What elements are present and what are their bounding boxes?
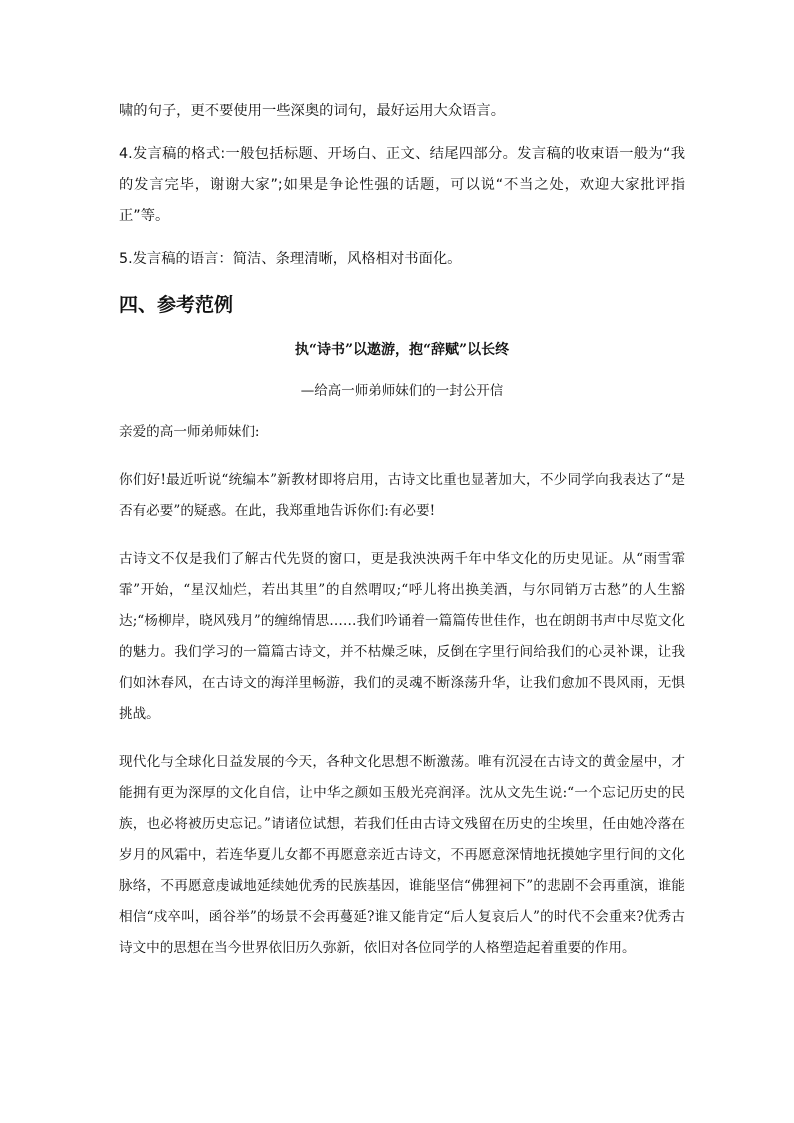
- example-salutation: 亲爱的高一师弟师妹们:: [119, 424, 260, 440]
- document-page: [119, 96, 685, 964]
- section-heading: 四、参考范例: [119, 294, 234, 316]
- intro-tail-text: 啸的句子，更不要使用一些深奥的词句，最好运用大众语言。: [119, 103, 506, 119]
- example-subtitle: —给高一师弟师妹们的一封公开信: [300, 383, 504, 399]
- example-title: 执“诗书”以遨游，抱“辞赋”以长终: [294, 342, 510, 358]
- example-paragraph: 古诗文不仅是我们了解古代先贤的窗口，更是我泱泱两千年中华文化的历史见证。从“雨雪霏霏”开始，“星汉灿烂，若出其里”的自然喟叹;“呼儿将出换美酒，与尔同销万古愁”的人生豁达;“杨柳岸，晓风残月”的缠绵情思……我们吟诵着一篇篇传世佳作，也在朗朗书声中尽览文化的魅力。我们学习的一篇篇古诗文，并不枯燥乏味，反倒在字里行间给我们的心灵补课，让我们如沐春风，在古诗文的海洋里畅游，我们的灵魂不断涤荡升华，让我们愈加不畏风雨，无惧挑战。: [119, 551, 685, 722]
- item-4-format: 4.发言稿的格式:一般包括标题、开场白、正文、结尾四部分。发言稿的收束语一般为“我的发言完毕，谢谢大家”;如果是争论性强的话题，可以说“不当之处，欢迎大家批评指正”等。: [119, 146, 685, 224]
- example-paragraph: 现代化与全球化日益发展的今天，各种文化思想不断激荡。唯有沉浸在古诗文的黄金屋中，才能拥有更为深厚的文化自信，让中华之颜如玉般光亮润泽。沈从文先生说:“一个忘记历史的民族，也必将被历史忘记。”请诸位试想，若我们任由古诗文残留在历史的尘埃里，任由她冷落在岁月的风霜中，若连华夏儿女都不再愿意亲近古诗文，不再愿意深情地抚摸她字里行间的文化脉络，不再愿意虔诚地延续她优秀的民族基因，谁能坚信“佛狸祠下”的悲剧不会再重演，谁能相信“戍卒叫，函谷举”的场景不会再蔓延?谁又能肯定“后人复哀后人”的时代不会重来?优秀古诗文中的思想在当今世界依旧历久弥新，依旧对各位同学的人格塑造起着重要的作用。: [119, 754, 685, 956]
- item-5-language: 5.发言稿的语言：简洁、条理清晰，风格相对书面化。: [119, 251, 462, 267]
- example-paragraph: 你们好!最近听说“统编本”新教材即将启用，古诗文比重也显著加大，不少同学向我表达了“是否有必要”的疑惑。在此，我郑重地告诉你们:有必要!: [119, 472, 685, 519]
